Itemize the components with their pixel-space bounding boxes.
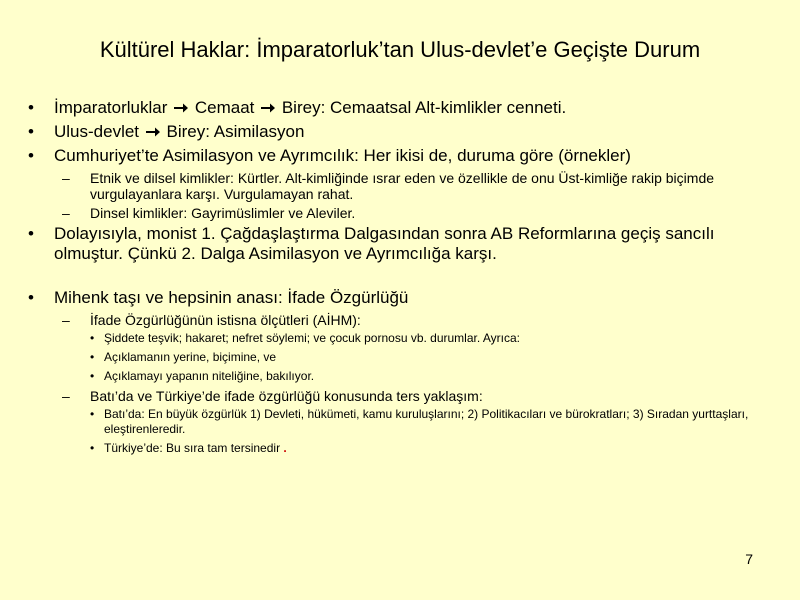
sub-bullet-exceptions — [28, 312, 773, 328]
bullet-text-part: İmparatorluklar — [54, 98, 168, 117]
sub-sub-bullet-text: Türkiye’de: Bu sıra tam tersinedir — [104, 441, 281, 455]
sub-bullet-marker: – — [62, 388, 70, 404]
bullet-text-part: Birey: Asimilasyon — [166, 122, 305, 141]
bullet-marker: • — [28, 122, 34, 141]
sub-sub-bullet-marker: • — [90, 369, 95, 383]
sub-sub-bullet-text: Şiddete teşvik; hakaret; nefret söylemi; ve çocuk pornosu vb. durumlar. Ayrıca: — [104, 331, 520, 345]
sub-bullet-text: Dinsel kimlikler: Gayrimüslimler ve Aleviler. — [90, 205, 356, 221]
sub-sub-bullet-marker: • — [90, 407, 95, 421]
sub-bullet-text: Etnik ve dilsel kimlikler: Kürtler. Alt-kimliğinde ısrar eden ve özellikle de onu Üst-kimliğe rakip biçimde vurgulayanlara karşı. Vurgulamayan rahat. — [90, 170, 715, 202]
sub-sub-bullet-marker: • — [90, 441, 95, 455]
bullet-marker: • — [28, 146, 34, 165]
bullet-text: Dolayısıyla, monist 1. Çağdaşlaştırma Dalgasından sonra AB Reformlarına geçiş sancılı olmuştur. Çünkü 2. Dalga Asimilasyon ve Ayrımcılığa karşı. — [54, 224, 715, 263]
bullet-text-part: Birey: Cemaatsal Alt-kimlikler cenneti. — [281, 98, 567, 117]
arrow-right-icon — [146, 126, 160, 138]
sub-bullet-ethnic — [28, 170, 773, 202]
red-dot-mark: . — [283, 441, 287, 455]
bullet-text: Mihenk taşı ve hepsinin anası: İfade Özgürlüğü — [54, 288, 409, 307]
bullet-nation-state — [28, 122, 773, 142]
sub-bullet-text: Batı’da ve Türkiye’de ifade özgürlüğü konusunda ters yaklaşım: — [90, 388, 483, 404]
sub-sub-bullet — [28, 350, 773, 365]
slide-content — [28, 98, 773, 460]
bullet-text: Cumhuriyet’te Asimilasyon ve Ayrımcılık: Her ikisi de, duruma göre (örnekler) — [54, 146, 631, 165]
sub-sub-bullet-text: Batı’da: En büyük özgürlük 1) Devleti, hükümeti, kamu kuruluşlarını; 2) Politikacıları ve bürokratları; 3) Sıradan yurttaşları, eleştirenleredir. — [104, 407, 749, 436]
sub-sub-bullet-marker: • — [90, 350, 95, 364]
sub-bullet-marker: – — [62, 205, 70, 221]
bullet-republic — [28, 146, 773, 166]
sub-sub-bullet — [28, 441, 773, 456]
bullet-text-part: Ulus-devlet — [54, 122, 140, 141]
sub-bullet-marker: – — [62, 312, 70, 328]
sub-bullet-marker: – — [62, 170, 70, 186]
bullet-marker: • — [28, 288, 34, 307]
page-number: 7 — [745, 551, 753, 567]
arrow-right-icon — [174, 102, 188, 114]
bullet-freedom-of-expression — [28, 288, 773, 308]
sub-bullet-opposite-approach — [28, 388, 773, 404]
sub-sub-bullet — [28, 407, 773, 437]
bullet-marker: • — [28, 224, 34, 243]
arrow-right-icon — [261, 102, 275, 114]
bullet-marker: • — [28, 98, 34, 117]
sub-bullet-religious — [28, 205, 773, 221]
sub-sub-bullet — [28, 369, 773, 384]
sub-sub-bullet-marker: • — [90, 331, 95, 345]
bullet-text-part: Cemaat — [194, 98, 255, 117]
bullet-eu-reforms — [28, 224, 773, 264]
sub-sub-bullet — [28, 331, 773, 346]
bullet-empires — [28, 98, 773, 118]
sub-sub-bullet-text: Açıklamayı yapanın niteliğine, bakılıyor. — [104, 369, 315, 383]
sub-bullet-text: İfade Özgürlüğünün istisna ölçütleri (AİHM): — [90, 312, 361, 328]
sub-sub-bullet-text: Açıklamanın yerine, biçimine, ve — [104, 350, 277, 364]
slide-title: Kültürel Haklar: İmparatorluk’tan Ulus-devlet’e Geçişte Durum — [99, 37, 701, 62]
